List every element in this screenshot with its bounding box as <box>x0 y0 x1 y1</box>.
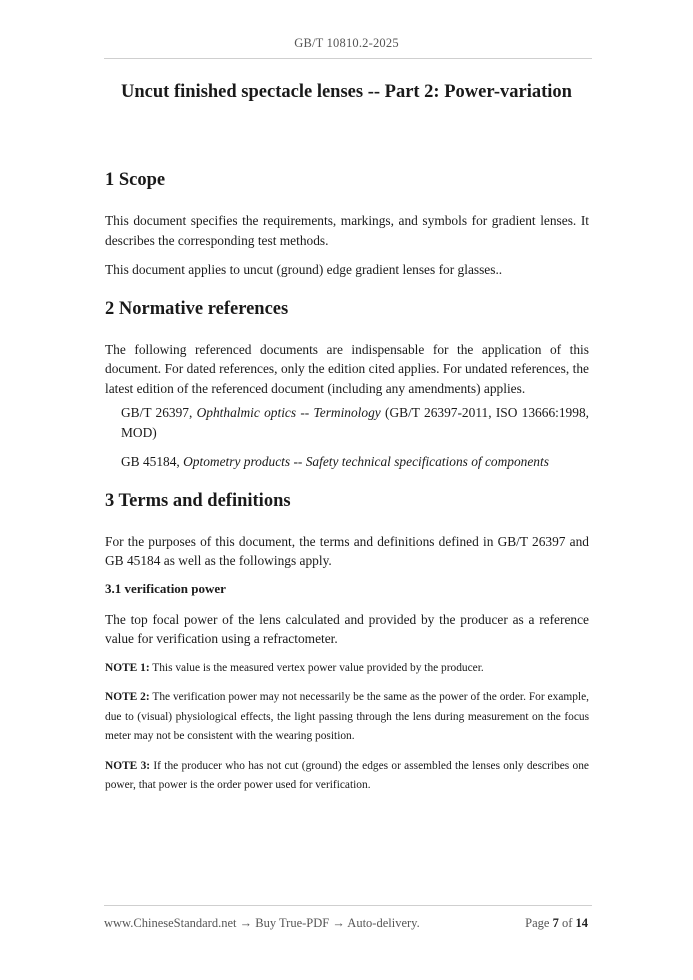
note-1 <box>105 659 589 679</box>
note-label: NOTE 2: <box>105 691 150 703</box>
footer-divider <box>104 905 592 906</box>
section-heading-normative-references: 2 Normative references <box>105 298 289 319</box>
scope-paragraph-2: This document applies to uncut (ground) edge gradient lenses for glasses.. <box>105 262 503 277</box>
header-divider <box>104 58 592 59</box>
page-total: 14 <box>575 916 588 930</box>
section-heading-terms-definitions: 3 Terms and definitions <box>105 490 291 511</box>
note-label: NOTE 3: <box>105 759 151 772</box>
page-number: 7 <box>552 916 559 930</box>
terms-intro-paragraph: For the purposes of this document, the terms and definitions defined in GB/T 26397 and GB 45184 as well as the followings apply. <box>105 533 589 568</box>
reference-code: GB/T 26397, <box>121 405 197 420</box>
reference-code: GB 45184, <box>121 454 184 469</box>
section-heading-scope: 1 Scope <box>105 170 166 190</box>
note-text: If the producer who has not cut (ground) the edges or assembled the lenses only describes one power, that power is the order power used for verification. <box>105 759 589 791</box>
scope-paragraph-1: This document specifies the requirements, markings, and symbols for gradient lenses. It describes the corresponding test methods. <box>105 213 589 248</box>
page-prefix: Page <box>525 916 553 930</box>
reference-title: Ophthalmic optics -- Terminology <box>196 405 381 420</box>
reference-title: Optometry products -- Safety technical specifications of components <box>183 454 549 469</box>
footer-promo-text: → Buy True-PDF → Auto-delivery. <box>236 916 420 930</box>
note-label: NOTE 1: <box>105 661 150 674</box>
page-of: of <box>558 916 576 930</box>
normative-intro-paragraph: The following referenced documents are indispensable for the application of this document. For dated references, only the edition cited applies. For undated references, the latest edition of the referenced document (including any amendments) applies. <box>105 341 589 396</box>
reference-equivalence: (GB/T 26397-2011, ISO 13666:1998, MOD) <box>121 405 589 440</box>
running-header: GB/T 10810.2-2025 <box>294 36 399 50</box>
note-text: This value is the measured vertex power value provided by the producer. <box>149 661 484 674</box>
term-definition: The top focal power of the lens calculated and provided by the producer as a reference value for verification using a refractometer. <box>105 611 589 646</box>
footer-site-link[interactable]: www.ChineseStandard.net <box>104 916 237 930</box>
document-body <box>105 168 589 796</box>
normative-reference-item <box>121 403 589 442</box>
normative-reference-item <box>121 452 589 472</box>
note-2 <box>105 688 589 747</box>
footer-promo <box>104 916 420 931</box>
term-heading-verification-power: 3.1 verification power <box>105 580 226 596</box>
note-3 <box>105 757 589 796</box>
document-title: Uncut finished spectacle lenses -- Part 2: Power-variation <box>121 82 572 102</box>
page-indicator <box>525 916 588 931</box>
note-text: The verification power may not necessarily be the same as the power of the order. For example, due to (visual) physiological effects, the light passing through the lens during measurement on the focus meter may not be consistent with the wearing position. <box>105 691 589 742</box>
